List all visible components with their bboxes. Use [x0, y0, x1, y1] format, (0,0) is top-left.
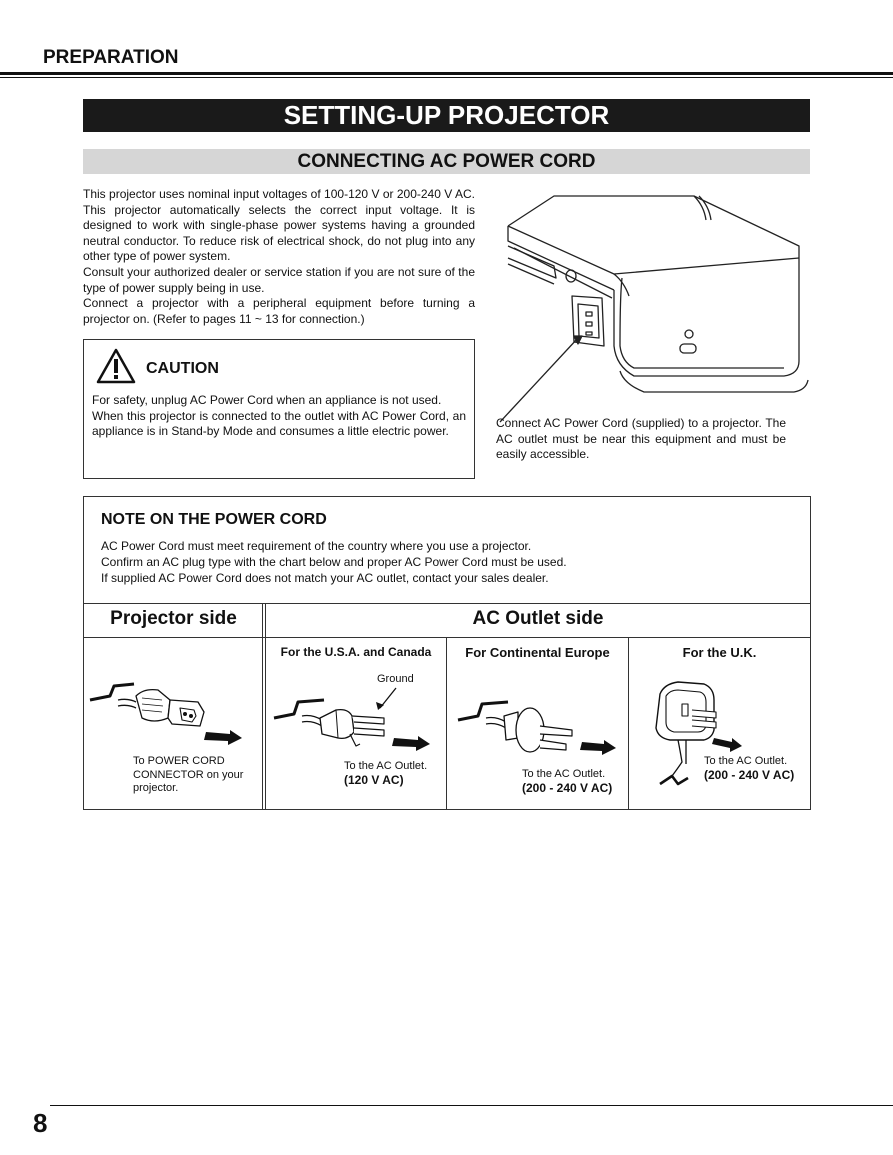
table-divider [446, 637, 447, 810]
section-subtitle: CONNECTING AC POWER CORD [83, 149, 810, 174]
note-line: If supplied AC Power Cord does not match your AC outlet, contact your sales dealer. [101, 571, 549, 585]
table-divider [265, 603, 266, 810]
projector-caption: Connect AC Power Cord (supplied) to a projector. The AC outlet must be near this equipment and must be easily accessible. [496, 416, 786, 462]
uk-caption [704, 755, 794, 783]
note-title: NOTE ON THE POWER CORD [101, 511, 327, 528]
voltage-label: (200 - 240 V AC) [704, 767, 795, 782]
usa-plug-icon [272, 688, 442, 758]
warning-triangle-icon [96, 348, 136, 384]
table-divider [628, 637, 629, 810]
caption-line: To the AC Outlet. [704, 755, 788, 767]
caution-title: CAUTION [146, 360, 219, 377]
intro-paragraph: Consult your authorized dealer or service station if you are not sure of the type of power supply being in use. [83, 264, 475, 295]
intro-text [83, 187, 475, 327]
projector-connector-caption [133, 755, 243, 796]
caution-line: For safety, unplug AC Power Cord when an appliance is not used. [92, 393, 442, 407]
note-text [101, 538, 801, 586]
caution-text [92, 393, 466, 440]
caution-line: When this projector is connected to the outlet with AC Power Cord, an appliance is in Stand-by Mode and consumes a little electric power. [92, 408, 466, 439]
iec-connector-icon [88, 678, 258, 748]
section-label: PREPARATION [43, 47, 179, 68]
page-title: SETTING-UP PROJECTOR [83, 99, 810, 132]
uk-heading: For the U.K. [682, 645, 757, 660]
projector-illustration [494, 186, 814, 414]
caption-line: CONNECTOR on your [133, 768, 244, 781]
caption-line: projector. [133, 782, 179, 794]
projector-side-heading: Projector side [110, 608, 237, 629]
ground-label: Ground [377, 673, 414, 685]
table-top-rule [83, 603, 811, 604]
note-line: Confirm an AC plug type with the chart below and proper AC Power Cord must be used. [101, 555, 567, 569]
caption-line: To the AC Outlet. [344, 760, 428, 772]
header-rule [0, 72, 893, 75]
caption-line: To POWER CORD [133, 755, 225, 767]
note-line: AC Power Cord must meet requirement of the country where you use a projector. [101, 539, 532, 553]
caption-line: To the AC Outlet. [522, 768, 606, 780]
europe-heading: For Continental Europe [465, 645, 610, 660]
page-number: 8 [33, 1108, 48, 1138]
header-rule-thin [0, 77, 893, 78]
europe-caption [522, 768, 612, 796]
footer-rule [50, 1105, 893, 1106]
ac-outlet-side-heading: AC Outlet side [472, 608, 604, 629]
table-head-rule [83, 637, 811, 638]
europe-plug-icon [456, 700, 626, 770]
table-divider [262, 603, 263, 810]
voltage-label: (120 V AC) [344, 772, 404, 787]
usa-caption [344, 760, 427, 788]
voltage-label: (200 - 240 V AC) [522, 780, 613, 795]
usa-heading: For the U.S.A. and Canada [280, 645, 432, 659]
intro-paragraph: This projector uses nominal input voltages of 100-120 V or 200-240 V AC. This projector automatically selects the correct input voltage. It is designed to work with single-phase power systems having a grounded neutral conductor. To reduce risk of electrical shock, do not plug into any other type of power system. [83, 187, 475, 264]
intro-paragraph: Connect a projector with a peripheral equipment before turning a projector on. (Refer to pages 11 ~ 13 for connection.) [83, 296, 475, 326]
